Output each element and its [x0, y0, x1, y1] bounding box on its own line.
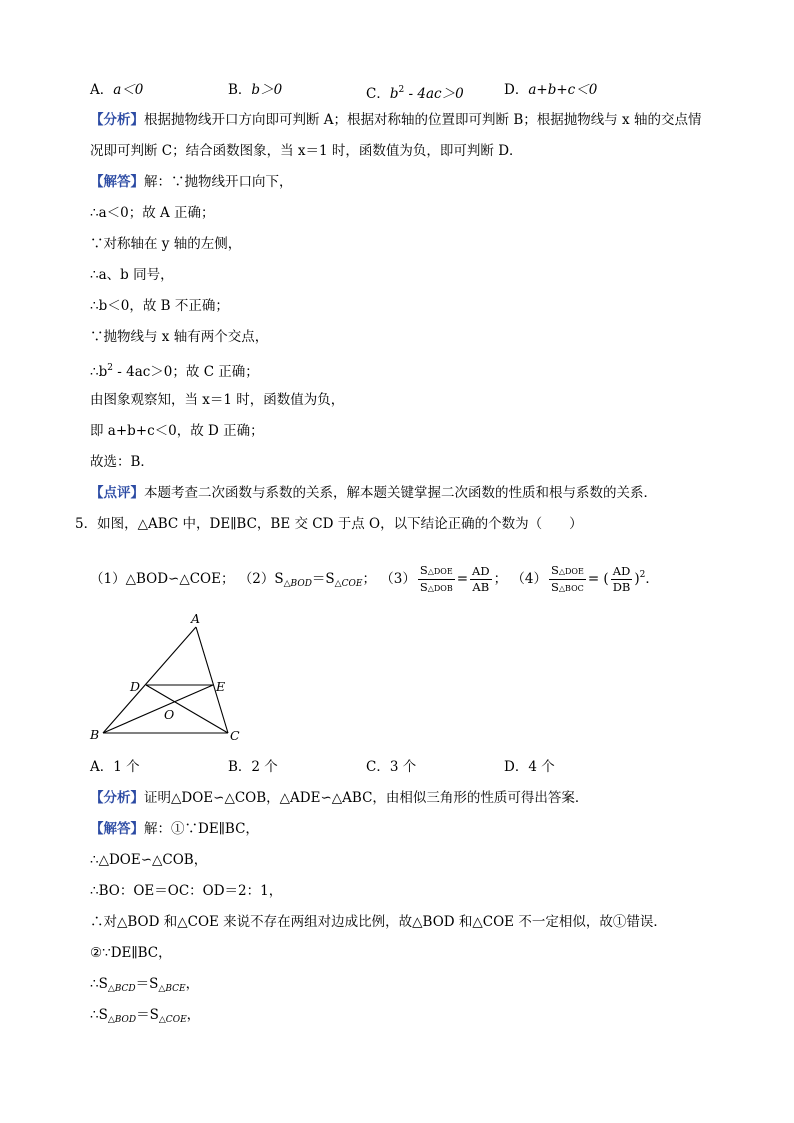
label-c: C	[230, 728, 240, 743]
q5-stem: 5．如图，△ABC 中，DE∥BC，BE 交 CD 于点 O，以下结论正确的个数为（ ）	[75, 516, 583, 532]
q5-area-step2: $\therefore S_{\triangle BOD}=S_{\triangle COE}$，	[90, 1007, 201, 1025]
option-d: D．a+b+c＜0	[504, 82, 598, 98]
fraction: $\frac{\text{S△DOE}}{\text{S△DOB}}$	[419, 563, 453, 594]
q5-option-a: A．1 个	[90, 759, 140, 775]
label-a: A	[191, 611, 201, 626]
fraction: $\frac{AD}{AB}$	[472, 564, 490, 594]
q5-step: ②∵DE∥BC，	[90, 945, 172, 961]
q4-comment: 【点评】本题考查二次函数与系数的关系，解本题关键掌握二次函数的性质和根与系数的关系．	[90, 485, 657, 501]
option-c: C．$b^2 - 4ac>0$	[366, 85, 464, 102]
q4-step: ∴b＜0，故 B 不正确；	[90, 298, 229, 314]
option-a: A．a＜0	[90, 82, 144, 98]
q4-step: 由图象观察知，当 x＝1 时，函数值为负，	[90, 392, 345, 408]
q4-discriminant: $\therefore b^2 - 4ac>0$；故 C 正确；	[90, 363, 259, 380]
label-d: D	[130, 679, 141, 694]
label-o: O	[164, 707, 175, 722]
option-b: B．b＞0	[228, 82, 283, 98]
triangle-figure	[80, 605, 250, 750]
q5-step: ∴对△BOD 和△COE 来说不存在两组对边成比例，故△BOD 和△COE 不一定相似，故①错误．	[90, 914, 667, 930]
fraction: $\frac{\text{S△DOE}}{\text{S△BOC}}$	[550, 563, 584, 594]
q4-analysis-line1: 【分析】根据抛物线开口方向即可判断 A；根据对称轴的位置即可判断 B；根据抛物线与 x 轴的交点情	[90, 112, 702, 128]
q4-step: ∵抛物线与 x 轴有两个交点，	[90, 329, 269, 345]
q4-step: 即 a+b+c＜0，故 D 正确；	[90, 423, 264, 439]
q4-step: ∴a＜0；故 A 正确；	[90, 205, 215, 221]
q5-step: ∴BO：OE＝OC：OD＝2：1，	[90, 883, 283, 899]
q5-option-c: C．3 个	[366, 759, 417, 775]
q5-area-step1: $\therefore S_{\triangle BCD}=S_{\triangle BCE}$，	[90, 976, 200, 994]
q5-conclusions: （1）△BOD∽△COE； $(2)S_{\triangle BOD}=S_{\triangle COE}$； （3） $\frac{\text{S△DOE}}{\text{S△DOB}}$ = $\frac{AD}{AB}$ ； （4） $\frac{\text{S△DOE}}{\text{S△BOC}}$ = ( $\frac{AD}{DB}$ )$^2$．	[90, 563, 659, 594]
q5-answer-first: 【解答】解：①∵DE∥BC，	[90, 821, 259, 837]
q4-answer-first: 【解答】解：∵抛物线开口向下，	[90, 174, 293, 190]
q5-step: ∴△DOE∽△COB，	[90, 852, 208, 868]
q4-step: ∵对称轴在 y 轴的左侧，	[90, 236, 242, 252]
side-ab	[103, 627, 196, 733]
q5-option-d: D．4 个	[504, 759, 555, 775]
label-e: E	[216, 679, 226, 694]
q4-step: ∴a、b 同号，	[90, 267, 174, 283]
q5-analysis: 【分析】证明△DOE∽△COB，△ADE∽△ABC，由相似三角形的性质可得出答案．	[90, 790, 589, 806]
label-b: B	[90, 727, 100, 742]
q5-option-b: B．2 个	[228, 759, 278, 775]
fraction: $\frac{AD}{DB}$	[612, 564, 631, 594]
q4-step: 故选：B．	[90, 454, 154, 470]
q4-analysis-line2: 况即可判断 C；结合函数图象，当 x＝1 时，函数值为负，即可判断 D．	[90, 143, 523, 159]
